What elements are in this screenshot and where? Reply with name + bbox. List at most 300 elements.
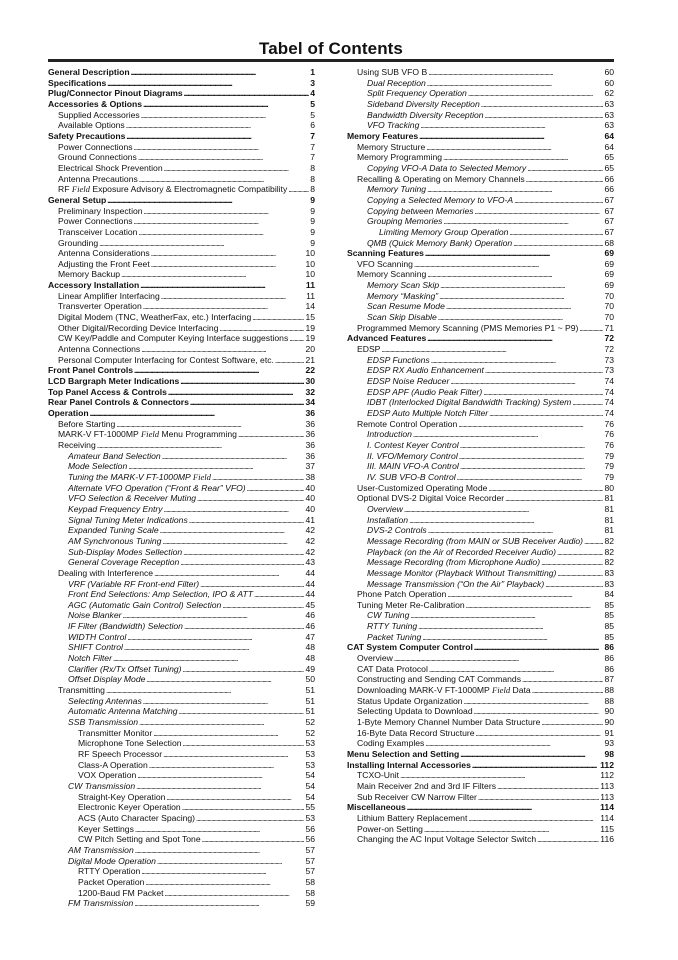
toc-entry[interactable] — [347, 120, 614, 131]
dot-leader — [394, 653, 604, 664]
toc-entry[interactable] — [347, 184, 614, 195]
toc-entry-page: 53 — [305, 812, 315, 823]
toc-entry-title: General Setup — [48, 194, 107, 205]
toc-entry[interactable] — [48, 898, 315, 909]
toc-entry-page: 85 — [604, 621, 614, 632]
toc-entry[interactable] — [347, 781, 614, 792]
dot-leader — [220, 323, 305, 334]
toc-entry[interactable] — [48, 802, 315, 813]
toc-entry[interactable] — [347, 557, 614, 568]
toc-entry[interactable] — [347, 792, 614, 803]
toc-entry[interactable] — [48, 184, 315, 195]
toc-section-entry[interactable] — [48, 195, 315, 206]
toc-section-entry[interactable] — [48, 387, 315, 398]
toc-entry-page: 42 — [305, 525, 315, 536]
dot-leader — [427, 269, 603, 280]
dot-leader — [460, 461, 604, 472]
toc-entry[interactable] — [347, 440, 614, 451]
toc-entry[interactable] — [347, 738, 614, 749]
toc-entry[interactable] — [347, 408, 614, 419]
toc-entry[interactable] — [347, 685, 614, 696]
toc-section-entry[interactable] — [347, 749, 614, 760]
toc-entry[interactable] — [347, 78, 614, 89]
dot-leader — [163, 749, 304, 760]
toc-entry-page: 7 — [310, 152, 315, 163]
toc-entry[interactable] — [347, 504, 614, 515]
toc-entry-page: 9 — [310, 226, 315, 237]
toc-entry[interactable] — [48, 493, 315, 504]
toc-entry-page: 67 — [604, 205, 614, 216]
toc-entry-title: Other Digital/Recording Device Interfacing — [58, 322, 219, 333]
toc-entry-page: 90 — [604, 706, 614, 717]
toc-section-entry[interactable] — [347, 248, 614, 259]
toc-entry[interactable] — [48, 461, 315, 472]
toc-entry[interactable] — [48, 706, 315, 717]
toc-entry[interactable] — [48, 504, 315, 515]
toc-entry[interactable] — [48, 451, 315, 462]
toc-entry[interactable] — [347, 301, 614, 312]
toc-entry[interactable] — [48, 419, 315, 430]
toc-entry[interactable] — [48, 568, 315, 579]
toc-entry-page: 44 — [305, 567, 315, 578]
dot-leader — [151, 248, 305, 259]
toc-entry-title: EDSP RX Audio Enhancement — [367, 365, 484, 376]
toc-entry-title: Available Options — [58, 120, 125, 131]
toc-entry[interactable] — [48, 206, 315, 217]
toc-entry-title: Digital Modem (TNC, WeatherFax, etc.) Interfacing — [58, 312, 252, 323]
toc-entry-title: Memory Scanning — [357, 269, 427, 280]
dot-leader — [545, 579, 603, 590]
toc-entry-title: Memory Scan Skip — [367, 280, 440, 291]
toc-entry[interactable] — [48, 312, 315, 323]
dot-leader — [478, 792, 599, 803]
dot-leader — [134, 142, 310, 153]
toc-section-entry[interactable] — [48, 131, 315, 142]
dot-leader — [136, 781, 304, 792]
toc-entry-page: 7 — [310, 130, 315, 141]
toc-entry-page: 8 — [310, 173, 315, 184]
dot-leader — [431, 355, 604, 366]
toc-entry-page: 98 — [604, 749, 614, 759]
toc-entry[interactable] — [347, 152, 614, 163]
toc-entry-title: Personal Computer Interfacing for Contest Software, etc. — [58, 354, 274, 365]
toc-entry[interactable] — [347, 706, 614, 717]
dot-leader — [190, 397, 305, 408]
toc-entry[interactable] — [48, 536, 315, 547]
toc-entry-page: 79 — [604, 450, 614, 461]
toc-entry-title: Offset Display Mode — [68, 674, 146, 685]
toc-entry[interactable] — [347, 525, 614, 536]
toc-entry[interactable] — [347, 67, 614, 78]
toc-entry[interactable] — [48, 834, 315, 845]
toc-entry-page: 51 — [305, 685, 315, 696]
toc-entry-title: 16-Byte Data Record Structure — [357, 727, 475, 738]
toc-entry-title: VFO Selection & Receiver Muting — [68, 493, 197, 504]
toc-entry[interactable] — [48, 259, 315, 270]
toc-entry-page: 45 — [305, 599, 315, 610]
toc-entry-page: 73 — [604, 354, 614, 365]
toc-entry[interactable] — [347, 110, 614, 121]
toc-entry[interactable] — [48, 866, 315, 877]
toc-entry-title: Before Starting — [58, 418, 116, 429]
toc-entry-page: 88 — [604, 685, 614, 696]
dot-leader — [139, 717, 304, 728]
toc-entry[interactable] — [48, 269, 315, 280]
toc-entry-title: CW Key/Paddle and Computer Keying Interface suggestions — [58, 333, 289, 344]
toc-entry[interactable] — [48, 792, 315, 803]
toc-entry-page: 70 — [604, 312, 614, 323]
toc-entry[interactable] — [48, 589, 315, 600]
toc-entry-title: Receiving — [58, 439, 96, 450]
toc-entry[interactable] — [347, 717, 614, 728]
toc-entry-page: 58 — [305, 876, 315, 887]
toc-entry-page: 36 — [305, 418, 315, 429]
toc-entry-page: 54 — [305, 791, 315, 802]
dot-leader — [414, 259, 604, 270]
toc-entry[interactable] — [347, 589, 614, 600]
toc-entry[interactable] — [48, 344, 315, 355]
toc-entry[interactable] — [347, 195, 614, 206]
toc-entry-page: 86 — [604, 653, 614, 664]
toc-entry[interactable] — [347, 429, 614, 440]
toc-entry[interactable] — [48, 632, 315, 643]
toc-entry[interactable] — [48, 547, 315, 558]
toc-entry[interactable] — [48, 749, 315, 760]
toc-section-entry[interactable] — [347, 642, 614, 653]
toc-section-entry[interactable] — [48, 99, 315, 110]
toc-entry-title: 1200-Baud FM Packet — [78, 887, 164, 898]
dot-leader — [107, 195, 309, 206]
toc-entry-page: 10 — [305, 269, 315, 280]
toc-entry-page: 60 — [604, 67, 614, 77]
toc-entry[interactable] — [347, 88, 614, 99]
toc-entry[interactable] — [347, 632, 614, 643]
dot-leader — [135, 824, 305, 835]
toc-entry-title: Optional DVS-2 Digital Voice Recorder — [357, 493, 505, 504]
toc-entry-title: SHIFT Control — [68, 642, 123, 653]
toc-entry-title: Preliminary Inspection — [58, 205, 143, 216]
toc-section-entry[interactable] — [347, 760, 614, 771]
toc-entry[interactable] — [48, 323, 315, 334]
toc-entry-page: 74 — [604, 376, 614, 387]
toc-entry-title: Selecting Updata to Download — [357, 706, 473, 717]
toc-entry[interactable] — [347, 674, 614, 685]
toc-entry-title: General Description — [48, 67, 130, 77]
dot-leader — [184, 88, 310, 99]
dot-leader — [140, 280, 305, 291]
toc-entry[interactable] — [347, 568, 614, 579]
toc-entry-page: 69 — [604, 280, 614, 291]
toc-entry[interactable] — [48, 696, 315, 707]
toc-entry[interactable] — [347, 238, 614, 249]
toc-entry[interactable] — [48, 728, 315, 739]
toc-entry-title: Antenna Precautions — [58, 173, 138, 184]
toc-entry[interactable] — [347, 312, 614, 323]
toc-entry-page: 91 — [604, 727, 614, 738]
toc-section-entry[interactable] — [347, 131, 614, 142]
toc-entry[interactable] — [347, 824, 614, 835]
toc-entry[interactable] — [48, 152, 315, 163]
toc-entry-title: Memory Programming — [357, 152, 443, 163]
toc-entry-page: 36 — [305, 439, 315, 450]
toc-entry[interactable] — [48, 621, 315, 632]
toc-entry[interactable] — [347, 397, 614, 408]
toc-entry[interactable] — [347, 451, 614, 462]
toc-entry-page: 15 — [305, 312, 315, 323]
dot-leader — [141, 344, 304, 355]
toc-entry-page: 76 — [604, 439, 614, 450]
toc-entry[interactable] — [48, 877, 315, 888]
toc-entry-page: 85 — [604, 631, 614, 642]
toc-entry[interactable] — [48, 845, 315, 856]
toc-entry-page: 52 — [305, 727, 315, 738]
dot-leader — [468, 88, 604, 99]
toc-entry[interactable] — [48, 579, 315, 590]
toc-entry[interactable] — [48, 248, 315, 259]
toc-entry-title: Message Recording (from Microphone Audio) — [367, 557, 541, 568]
dot-leader — [474, 706, 604, 717]
toc-entry[interactable] — [347, 515, 614, 526]
dot-leader — [247, 483, 305, 494]
toc-entry[interactable] — [48, 813, 315, 824]
toc-entry-page: 8 — [310, 184, 315, 195]
toc-entry-title: Top Panel Access & Controls — [48, 386, 167, 397]
toc-section-entry[interactable] — [347, 802, 614, 813]
toc-entry-page: 85 — [604, 610, 614, 621]
toc-entry[interactable] — [347, 206, 614, 217]
dot-leader — [509, 227, 603, 238]
toc-entry[interactable] — [347, 227, 614, 238]
toc-entry-title: Antenna Connections — [58, 344, 141, 355]
toc-entry[interactable] — [347, 376, 614, 387]
toc-entry[interactable] — [48, 738, 315, 749]
toc-section-entry[interactable] — [48, 365, 315, 376]
toc-entry-page: 40 — [305, 503, 315, 514]
toc-entry-title: II. VFO/Memory Control — [367, 450, 458, 461]
toc-entry[interactable] — [48, 120, 315, 131]
toc-entry-title: Automatic Antenna Matching — [68, 706, 178, 717]
toc-entry[interactable] — [347, 174, 614, 185]
toc-entry[interactable] — [347, 259, 614, 270]
dot-leader — [410, 610, 603, 621]
dot-leader — [460, 749, 603, 760]
dot-leader — [154, 568, 304, 579]
toc-entry[interactable] — [48, 824, 315, 835]
toc-entry-page: 71 — [604, 322, 614, 333]
toc-entry[interactable] — [48, 600, 315, 611]
toc-entry-title: Power-on Setting — [357, 823, 423, 834]
toc-entry-title: Message Transmission (“On the Air” Playback) — [367, 578, 545, 589]
toc-entry[interactable] — [48, 355, 315, 366]
toc-entry[interactable] — [347, 323, 614, 334]
dot-leader — [200, 579, 304, 590]
toc-entry[interactable] — [347, 536, 614, 547]
toc-entry-page: 66 — [604, 184, 614, 195]
toc-section-entry[interactable] — [48, 88, 315, 99]
toc-entry-page: 112 — [600, 759, 614, 770]
dot-leader — [424, 824, 599, 835]
toc-section-entry[interactable] — [48, 408, 315, 419]
toc-section-entry[interactable] — [48, 78, 315, 89]
toc-entry-title: Front End Selections: Amp Selection, IPO & ATT — [68, 589, 253, 600]
toc-entry[interactable] — [48, 301, 315, 312]
toc-section-entry[interactable] — [48, 67, 315, 78]
toc-entry[interactable] — [48, 174, 315, 185]
dot-leader — [440, 280, 603, 291]
toc-entry[interactable] — [347, 280, 614, 291]
toc-entry-title: Expanded Tuning Scale — [68, 525, 159, 536]
toc-entry[interactable] — [347, 142, 614, 153]
toc-entry[interactable] — [347, 547, 614, 558]
toc-entry[interactable] — [48, 440, 315, 451]
toc-entry[interactable] — [347, 99, 614, 110]
toc-entry-page: 52 — [305, 717, 315, 728]
toc-entry[interactable] — [48, 610, 315, 621]
toc-entry-page: 56 — [305, 823, 315, 834]
toc-entry-page: 82 — [604, 546, 614, 557]
toc-entry[interactable] — [48, 557, 315, 568]
toc-entry[interactable] — [347, 472, 614, 483]
toc-entry-title: Rear Panel Controls & Connectors — [48, 397, 189, 408]
field-brand-text: Field — [71, 184, 90, 195]
toc-entry[interactable] — [48, 216, 315, 227]
toc-entry-title: TCXO-Unit — [357, 770, 400, 781]
toc-entry[interactable] — [48, 664, 315, 675]
dot-leader — [513, 238, 603, 249]
toc-entry-page: 54 — [305, 770, 315, 781]
dot-leader — [579, 323, 603, 334]
toc-entry-page: 41 — [305, 514, 315, 525]
toc-entry-page: 9 — [310, 216, 315, 227]
dot-leader — [443, 152, 603, 163]
toc-entry-title: Linear Amplifier Interfacing — [58, 290, 160, 301]
toc-entry-page: 85 — [604, 599, 614, 610]
toc-entry-title: Sideband Diversity Reception — [367, 98, 480, 109]
toc-entry[interactable] — [347, 696, 614, 707]
toc-entry[interactable] — [48, 472, 315, 483]
toc-entry-title: Transverter Operation — [58, 301, 142, 312]
toc-entry-title: EDSP Noise Reducer — [367, 376, 450, 387]
toc-entry[interactable] — [48, 856, 315, 867]
toc-entry[interactable] — [48, 642, 315, 653]
toc-entry[interactable] — [48, 717, 315, 728]
toc-section-entry[interactable] — [48, 280, 315, 291]
toc-entry[interactable] — [48, 888, 315, 899]
toc-entry-page: 70 — [604, 301, 614, 312]
toc-entry[interactable] — [48, 110, 315, 121]
toc-entry[interactable] — [48, 333, 315, 344]
toc-entry[interactable] — [347, 834, 614, 845]
toc-entry[interactable] — [48, 770, 315, 781]
toc-entry-page: 69 — [604, 269, 614, 280]
toc-entry-title: ACS (Auto Character Spacing) — [78, 812, 196, 823]
toc-entry[interactable] — [48, 142, 315, 153]
dot-leader — [429, 664, 604, 675]
toc-entry[interactable] — [347, 813, 614, 824]
toc-entry[interactable] — [347, 483, 614, 494]
toc-section-entry[interactable] — [48, 397, 315, 408]
toc-entry[interactable] — [347, 770, 614, 781]
dot-leader — [537, 834, 599, 845]
toc-entry[interactable] — [347, 344, 614, 355]
toc-entry[interactable] — [347, 419, 614, 430]
toc-entry-page: 46 — [305, 610, 315, 621]
toc-entry[interactable] — [48, 525, 315, 536]
dot-leader — [164, 504, 305, 515]
dot-leader — [497, 781, 599, 792]
dot-leader — [134, 365, 304, 376]
toc-entry[interactable] — [347, 579, 614, 590]
toc-entry[interactable] — [347, 600, 614, 611]
toc-entry-page: 22 — [305, 365, 315, 376]
toc-entry-title: RF Speech Processor — [78, 749, 163, 759]
toc-entry[interactable] — [347, 728, 614, 739]
toc-entry-title: Digital Mode Operation — [68, 855, 156, 866]
toc-entry[interactable] — [347, 291, 614, 302]
toc-entry[interactable] — [48, 685, 315, 696]
toc-entry-page: 14 — [305, 301, 315, 312]
toc-entry[interactable] — [347, 621, 614, 632]
dot-leader — [381, 344, 603, 355]
toc-entry[interactable] — [48, 238, 315, 249]
toc-entry[interactable] — [347, 653, 614, 664]
toc-column-left — [48, 67, 315, 909]
dot-leader — [222, 600, 304, 611]
toc-entry[interactable] — [347, 365, 614, 376]
toc-entry-page: 7 — [310, 141, 315, 152]
toc-entry-page: 72 — [604, 333, 614, 344]
toc-entry[interactable] — [347, 216, 614, 227]
toc-entry[interactable] — [347, 163, 614, 174]
toc-entry[interactable] — [347, 461, 614, 472]
dot-leader — [124, 642, 305, 653]
dot-leader — [481, 99, 604, 110]
toc-entry-title: IDBT (Interlocked Digital Bandwidth Tracking) System — [367, 397, 572, 408]
toc-entry[interactable] — [48, 291, 315, 302]
toc-entry-title: Memory Tuning — [367, 184, 427, 195]
toc-entry[interactable] — [48, 163, 315, 174]
toc-entry-title: Notch Filter — [68, 653, 112, 664]
toc-entry-title: EDSP Auto Multiple Notch Filter — [367, 408, 489, 418]
toc-entry[interactable] — [48, 429, 315, 440]
toc-entry-title: VOX Operation — [78, 770, 137, 781]
toc-entry[interactable] — [48, 227, 315, 238]
toc-entry[interactable] — [48, 760, 315, 771]
toc-entry[interactable] — [347, 610, 614, 621]
toc-entry[interactable] — [48, 653, 315, 664]
toc-entry-title: Amateur Band Selection — [68, 450, 161, 461]
toc-entry-page: 53 — [305, 738, 315, 749]
toc-entry[interactable] — [48, 515, 315, 526]
toc-entry[interactable] — [48, 781, 315, 792]
dot-leader — [139, 174, 309, 185]
toc-entry-page: 60 — [604, 77, 614, 88]
toc-entry-page: 40 — [305, 482, 315, 493]
toc-entry[interactable] — [347, 387, 614, 398]
dot-leader — [420, 120, 603, 131]
toc-entry-page: 68 — [604, 237, 614, 248]
toc-entry[interactable] — [347, 355, 614, 366]
toc-entry-title: Menu Selection and Setting — [347, 749, 460, 759]
toc-entry[interactable] — [347, 269, 614, 280]
toc-entry[interactable] — [347, 493, 614, 504]
toc-section-entry[interactable] — [48, 376, 315, 387]
toc-entry-title: VFO Tracking — [367, 120, 420, 131]
toc-entry[interactable] — [48, 483, 315, 494]
toc-entry[interactable] — [347, 664, 614, 675]
toc-section-entry[interactable] — [347, 333, 614, 344]
toc-entry[interactable] — [48, 674, 315, 685]
